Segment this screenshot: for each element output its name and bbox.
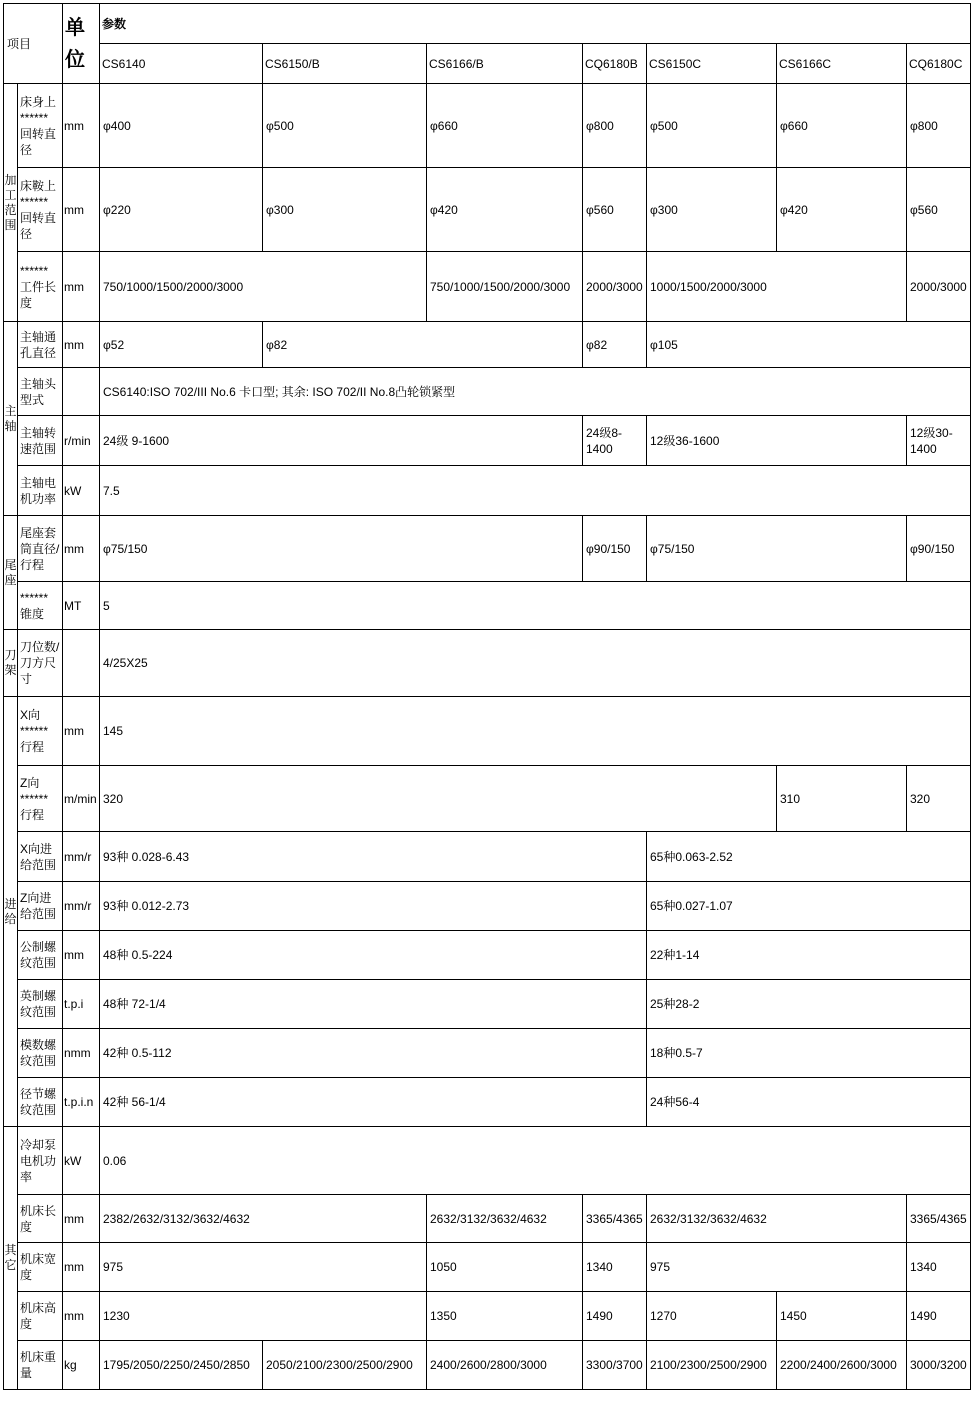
table-row (4, 252, 971, 322)
value-cell: φ500 (263, 84, 427, 168)
row-unit: t.p.i.n (63, 1078, 100, 1127)
value-cell: 24种56-4 (647, 1078, 971, 1127)
model-header-cs6150c: CS6150C (647, 44, 777, 84)
row-label: 公制螺纹范围 (18, 931, 63, 980)
value-cell: 3365/4365 (583, 1195, 647, 1243)
model-header-cs6166c: CS6166C (777, 44, 907, 84)
header-row-models (4, 44, 971, 84)
value-cell: 750/1000/1500/2000/3000 (100, 252, 427, 322)
value-cell: φ560 (907, 168, 971, 252)
row-label: X向进给范围 (18, 832, 63, 882)
value-cell: 12级30-1400 (907, 416, 971, 466)
table-row (4, 630, 971, 697)
row-unit: kg (63, 1341, 100, 1390)
spec-table (3, 3, 971, 1390)
value-cell: 5 (100, 582, 971, 630)
value-cell: CS6140:ISO 702/III No.6 卡口型; 其余: ISO 702/II No.8凸轮锁紧型 (100, 368, 971, 416)
value-cell: 3365/4365 (907, 1195, 971, 1243)
table-row (4, 1195, 971, 1243)
value-cell: 3300/3700 (583, 1341, 647, 1390)
table-row (4, 697, 971, 766)
value-cell: φ52 (100, 322, 263, 368)
value-cell: 0.06 (100, 1127, 971, 1195)
value-cell: φ660 (427, 84, 583, 168)
row-label: ******工件长度 (18, 252, 63, 322)
value-cell: 18种0.5-7 (647, 1029, 971, 1078)
value-cell: 1350 (427, 1292, 583, 1341)
row-label: ******锥度 (18, 582, 63, 630)
value-cell: 2100/2300/2500/2900 (647, 1341, 777, 1390)
header-item-label: 项目 (4, 4, 63, 84)
row-label: 模数螺纹范围 (18, 1029, 63, 1078)
table-row (4, 1078, 971, 1127)
category-tool-post: 刀架 (4, 630, 18, 697)
table-row (4, 1127, 971, 1195)
row-unit: mm (63, 168, 100, 252)
table-row (4, 1029, 971, 1078)
table-row (4, 766, 971, 832)
value-cell: φ420 (427, 168, 583, 252)
table-row (4, 322, 971, 368)
value-cell: 7.5 (100, 466, 971, 516)
value-cell: 1270 (647, 1292, 777, 1341)
value-cell: 1490 (583, 1292, 647, 1341)
value-cell: 2632/3132/3632/4632 (647, 1195, 907, 1243)
row-label: 机床重量 (18, 1341, 63, 1390)
row-label: 刀位数/刀方尺寸 (18, 630, 63, 697)
value-cell: 4/25X25 (100, 630, 971, 697)
header-row-param (4, 4, 971, 44)
row-label: 床鞍上******回转直径 (18, 168, 63, 252)
table-row (4, 84, 971, 168)
value-cell: φ500 (647, 84, 777, 168)
value-cell: 320 (100, 766, 777, 832)
value-cell: φ560 (583, 168, 647, 252)
table-row (4, 582, 971, 630)
value-cell: 1050 (427, 1243, 583, 1292)
value-cell: 320 (907, 766, 971, 832)
value-cell: φ90/150 (583, 516, 647, 582)
header-param-label: 参数 (100, 4, 971, 44)
category-machining-range: 加工范围 (4, 84, 18, 322)
value-cell: 25种28-2 (647, 980, 971, 1029)
row-unit: m/min (63, 766, 100, 832)
category-tailstock: 尾座 (4, 516, 18, 630)
row-unit: mm/r (63, 832, 100, 882)
value-cell: 145 (100, 697, 971, 766)
row-unit: t.p.i (63, 980, 100, 1029)
value-cell: 48种 0.5-224 (100, 931, 647, 980)
value-cell: 2000/3000 (907, 252, 971, 322)
row-unit: mm (63, 84, 100, 168)
row-label: X向******行程 (18, 697, 63, 766)
value-cell: φ400 (100, 84, 263, 168)
row-label: 英制螺纹范围 (18, 980, 63, 1029)
value-cell: 1450 (777, 1292, 907, 1341)
row-unit (63, 368, 100, 416)
row-unit: mm (63, 516, 100, 582)
row-unit: mm (63, 1292, 100, 1341)
value-cell: 3000/3200 (907, 1341, 971, 1390)
value-cell: 310 (777, 766, 907, 832)
value-cell: 42种 56-1/4 (100, 1078, 647, 1127)
row-unit: mm (63, 1195, 100, 1243)
value-cell: φ660 (777, 84, 907, 168)
table-row (4, 1341, 971, 1390)
row-label: 主轴头型式 (18, 368, 63, 416)
row-label: 冷却泵电机功率 (18, 1127, 63, 1195)
value-cell: 1795/2050/2250/2450/2850 (100, 1341, 263, 1390)
value-cell: 24级8-1400 (583, 416, 647, 466)
value-cell: 2200/2400/2600/3000 (777, 1341, 907, 1390)
row-label: 机床高度 (18, 1292, 63, 1341)
value-cell: 93种 0.012-2.73 (100, 882, 647, 931)
row-label: 径节螺纹范围 (18, 1078, 63, 1127)
table-row (4, 1243, 971, 1292)
value-cell: 65种0.063-2.52 (647, 832, 971, 882)
value-cell: φ300 (263, 168, 427, 252)
value-cell: φ220 (100, 168, 263, 252)
row-unit: mm (63, 322, 100, 368)
value-cell: φ75/150 (647, 516, 907, 582)
value-cell: 1340 (583, 1243, 647, 1292)
value-cell: φ82 (263, 322, 583, 368)
table-row (4, 416, 971, 466)
value-cell: 65种0.027-1.07 (647, 882, 971, 931)
row-label: 主轴电机功率 (18, 466, 63, 516)
value-cell: 2400/2600/2800/3000 (427, 1341, 583, 1390)
row-label: 床身上******回转直径 (18, 84, 63, 168)
row-unit: kW (63, 466, 100, 516)
category-spindle: 主轴 (4, 322, 18, 516)
row-unit: mm (63, 1243, 100, 1292)
value-cell: φ300 (647, 168, 777, 252)
value-cell: 1490 (907, 1292, 971, 1341)
table-row (4, 832, 971, 882)
row-unit: MT (63, 582, 100, 630)
value-cell: 1000/1500/2000/3000 (647, 252, 907, 322)
row-label: Z向******行程 (18, 766, 63, 832)
model-header-cs6140: CS6140 (100, 44, 263, 84)
row-unit (63, 630, 100, 697)
row-label: 尾座套筒直径/行程 (18, 516, 63, 582)
value-cell: φ82 (583, 322, 647, 368)
value-cell: 42种 0.5-112 (100, 1029, 647, 1078)
value-cell: 22种1-14 (647, 931, 971, 980)
table-row (4, 931, 971, 980)
value-cell: 1230 (100, 1292, 427, 1341)
value-cell: 24级 9-1600 (100, 416, 583, 466)
table-row (4, 980, 971, 1029)
model-header-cq6180b: CQ6180B (583, 44, 647, 84)
row-unit: kW (63, 1127, 100, 1195)
value-cell: φ420 (777, 168, 907, 252)
table-row (4, 368, 971, 416)
value-cell: 750/1000/1500/2000/3000 (427, 252, 583, 322)
value-cell: 2382/2632/3132/3632/4632 (100, 1195, 427, 1243)
row-label: Z向进给范围 (18, 882, 63, 931)
value-cell: φ90/150 (907, 516, 971, 582)
table-row (4, 516, 971, 582)
category-other: 其它 (4, 1127, 18, 1390)
row-label: 主轴转速范围 (18, 416, 63, 466)
table-row (4, 882, 971, 931)
value-cell: 2000/3000 (583, 252, 647, 322)
row-unit: r/min (63, 416, 100, 466)
row-label: 机床长度 (18, 1195, 63, 1243)
category-feed: 进给 (4, 697, 18, 1127)
row-unit: nmm (63, 1029, 100, 1078)
row-unit: mm (63, 697, 100, 766)
table-row (4, 466, 971, 516)
value-cell: φ75/150 (100, 516, 583, 582)
value-cell: φ105 (647, 322, 971, 368)
model-header-cq6180c: CQ6180C (907, 44, 971, 84)
row-label: 机床宽度 (18, 1243, 63, 1292)
value-cell: 48种 72-1/4 (100, 980, 647, 1029)
header-unit-label: 单位 (63, 4, 100, 84)
row-unit: mm/r (63, 882, 100, 931)
table-row (4, 168, 971, 252)
row-unit: mm (63, 252, 100, 322)
row-label: 主轴通孔直径 (18, 322, 63, 368)
row-unit: mm (63, 931, 100, 980)
value-cell: 975 (647, 1243, 907, 1292)
value-cell: 975 (100, 1243, 427, 1292)
value-cell: 1340 (907, 1243, 971, 1292)
value-cell: 2050/2100/2300/2500/2900 (263, 1341, 427, 1390)
value-cell: φ800 (583, 84, 647, 168)
value-cell: 93种 0.028-6.43 (100, 832, 647, 882)
model-header-cs6166b: CS6166/B (427, 44, 583, 84)
table-row (4, 1292, 971, 1341)
model-header-cs6150b: CS6150/B (263, 44, 427, 84)
value-cell: 2632/3132/3632/4632 (427, 1195, 583, 1243)
value-cell: φ800 (907, 84, 971, 168)
value-cell: 12级36-1600 (647, 416, 907, 466)
